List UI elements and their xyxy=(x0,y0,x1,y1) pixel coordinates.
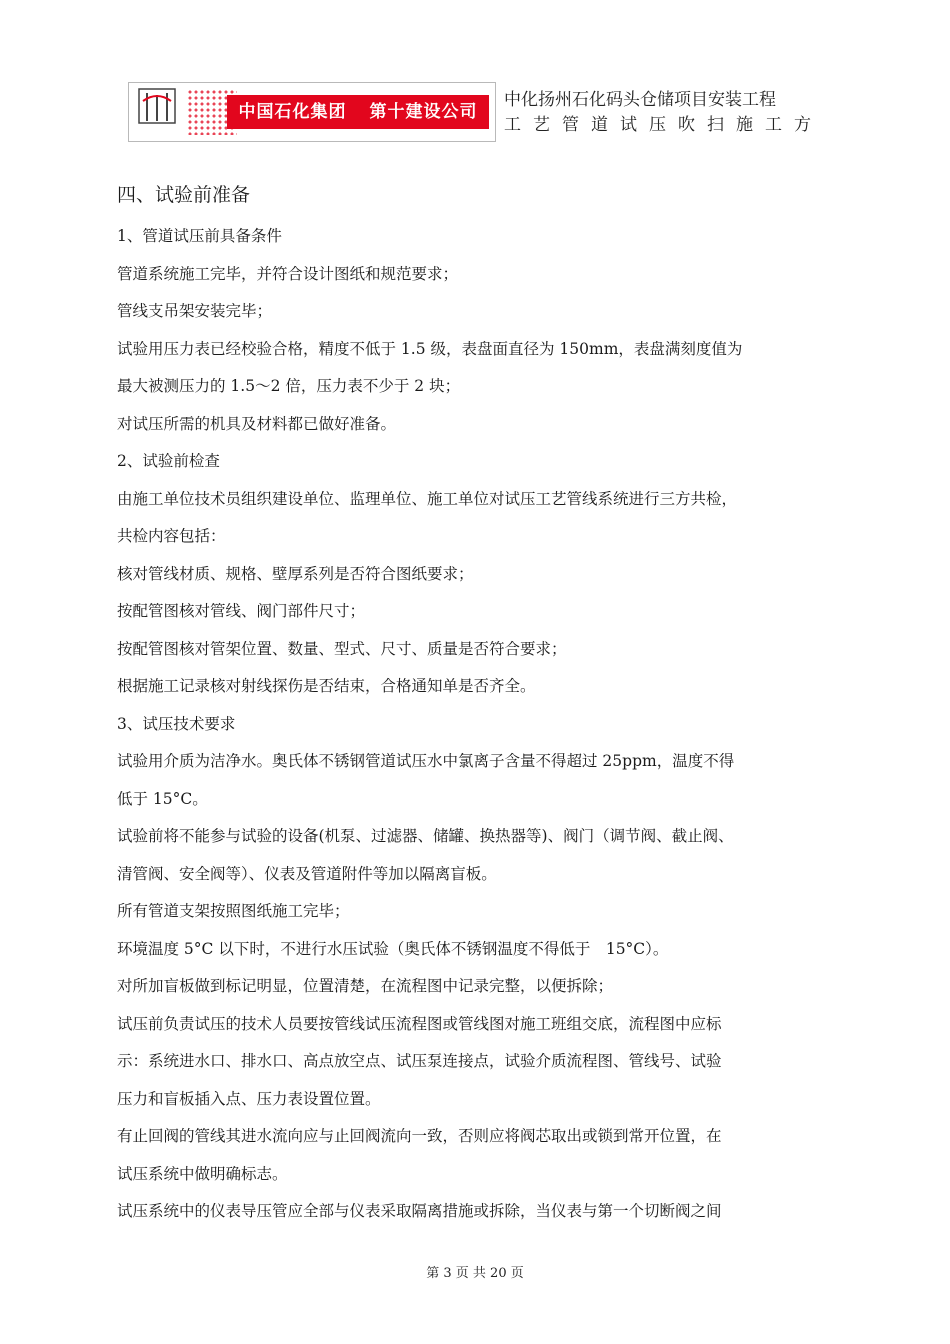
section-lines xyxy=(117,218,862,1231)
page-footer: 第 3 页 共 20 页 xyxy=(426,1266,524,1281)
text-line: 清管阀、安全阀等）、仪表及管道附件等加以隔离盲板。 xyxy=(117,864,497,883)
text-line: 对所加盲板做到标记明显，位置清楚，在流程图中记录完整，以便拆除； xyxy=(117,977,614,995)
logo-banner xyxy=(227,95,489,129)
text-line: 所有管道支架按照图纸施工完毕； xyxy=(117,902,350,920)
company-logo xyxy=(128,82,496,142)
text-line: 环境温度 5°C 以下时，不进行水压试验（奥氏体不锈钢温度不得低于 15°C）。 xyxy=(117,939,669,958)
text-line: 管线支吊架安装完毕； xyxy=(117,302,273,320)
text-line: 2、试验前检查 xyxy=(117,452,220,470)
text-line: 1、管道试压前具备条件 xyxy=(117,227,282,245)
text-line: 试验用压力表已经校验合格，精度不低于 1.5 级，表盘面直径为 150mm，表盘满刻度值为 xyxy=(117,339,743,358)
text-line: 根据施工记录核对射线探伤是否结束，合格通知单是否齐全。 xyxy=(117,677,536,695)
text-line: 管道系统施工完毕，并符合设计图纸和规范要求； xyxy=(117,264,459,283)
project-titles xyxy=(504,88,823,138)
text-line: 3、试压技术要求 xyxy=(117,714,236,733)
section-title: 四、试验前准备 xyxy=(117,184,251,206)
page-header xyxy=(128,82,828,142)
company-name: 中国石化集团 xyxy=(238,102,347,122)
text-line: 由施工单位技术员组织建设单位、监理单位、施工单位对试压工艺管线系统进行三方共检， xyxy=(117,489,738,508)
text-line: 试验前将不能参与试验的设备(机泵、过滤器、储罐、换热器等)、阀门（调节阀、截止阀、 xyxy=(117,827,734,845)
text-line: 按配管图核对管架位置、数量、型式、尺寸、质量是否符合要求； xyxy=(117,639,567,658)
text-line: 核对管线材质、规格、壁厚系列是否符合图纸要求； xyxy=(117,564,474,583)
project-title-line1: 中化扬州石化码头仓储项目安装工程 xyxy=(504,90,776,110)
text-line: 低于 15°C。 xyxy=(117,789,208,808)
text-line: 对试压所需的机具及材料都已做好准备。 xyxy=(117,414,397,433)
text-line: 共检内容包括： xyxy=(117,527,226,545)
company-unit: 第十建设公司 xyxy=(369,102,478,122)
text-line: 试压系统中的仪表导压管应全部与仪表采取隔离措施或拆除，当仪表与第一个切断阀之间 xyxy=(117,1202,722,1220)
document-body xyxy=(117,176,862,1231)
text-line: 最大被测压力的 1.5～2 倍，压力表不少于 2 块； xyxy=(117,377,461,395)
text-line: 压力和盲板插入点、压力表设置位置。 xyxy=(117,1089,381,1108)
text-line: 试验用介质为洁净水。奥氏体不锈钢管道试压水中氯离子含量不得超过 25ppm，温度不得 xyxy=(117,752,735,770)
text-line: 试压前负责试压的技术人员要按管线试压流程图或管线图对施工班组交底，流程图中应标 xyxy=(117,1014,722,1033)
project-title-line2: 工艺管道试压吹扫施工方 xyxy=(504,115,823,135)
text-line: 按配管图核对管线、阀门部件尺寸； xyxy=(117,602,366,620)
text-line: 有止回阀的管线其进水流向应与止回阀流向一致，否则应将阀芯取出或锁到常开位置，在 xyxy=(117,1127,722,1145)
text-line: 示：系统进水口、排水口、高点放空点、试压泵连接点，试验介质流程图、管线号、试验 xyxy=(117,1052,722,1070)
text-line: 试压系统中做明确标志。 xyxy=(117,1164,288,1183)
sinopec-emblem-icon xyxy=(133,87,181,137)
